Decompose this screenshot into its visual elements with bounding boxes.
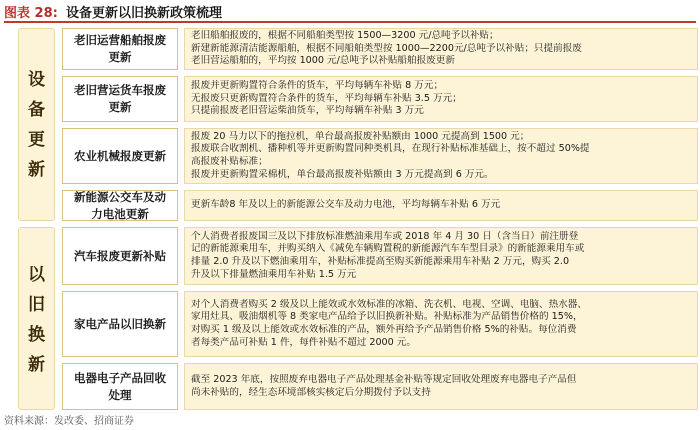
desc-line: 老旧船舶报废的，根据不同船舶类型按 1500—3200 元/总吨予以补贴；	[191, 30, 499, 42]
row-label-agri-machinery: 农业机械报废更新	[62, 128, 178, 184]
row-desc-ship	[184, 28, 698, 70]
group-trade-in	[18, 227, 55, 410]
desc-line: 排量 2.0 升及以下燃油乘用车，补贴标准提高至购买新能源乘用车补贴 2 万元，购买 2.0	[191, 256, 570, 267]
desc-line: 只提前报废老旧营运柴油货车，平均每辆车补贴 3 万元	[191, 105, 424, 117]
desc-line: 新建新能源清洁能源船舶，根据不同船舶类型按 1000—2200元/总吨予以补贴；只提前报废	[191, 42, 582, 54]
desc-line: 者每类产品可补贴 1 件，每件补贴不超过 2000 元。	[191, 336, 416, 348]
source-note: 资料来源：发改委、招商证券	[4, 416, 134, 427]
desc-line: 记的新能源乘用车，并购买纳入《减免车辆购置税的新能源汽车车型目录》的新能源乘用车或	[191, 243, 585, 255]
group-equipment-update	[18, 28, 55, 221]
desc-line: 截至 2023 年底，按照废弃电器电子产品处理基金补贴等规定回收处理废弃电器电子产品但	[191, 373, 577, 385]
row-desc-electronics	[184, 363, 698, 410]
row-desc-truck	[184, 76, 698, 122]
desc-line: 报废并更新购置符合条件的货车，平均每辆车补贴 8 万元；	[191, 80, 444, 92]
desc-line: 尚未补贴的，经生态环境部核实核定后分期拨付予以支持	[191, 386, 431, 398]
desc-line: 对个人消费者购买 2 级及以上能效或水效标准的冰箱、洗衣机、电视、空调、电脑、热水器、	[191, 298, 587, 310]
desc-line: 报废 20 马力以下的拖拉机，单台最高报废补贴额由 1000 元提高到 1500 元；	[191, 130, 530, 142]
desc-line: 升及以下排量燃油乘用车补贴 1.5 万元	[191, 268, 357, 280]
figure-title: 设备更新以旧换新政策梳理	[66, 6, 223, 21]
group-char: 以	[28, 265, 45, 285]
desc-line: 无报废只更新购置符合条件的货车，平均每辆车补贴 3.5 万元；	[191, 92, 462, 104]
desc-line: 更新车龄8 年及以上的新能源公交车及动力电池，平均每辆车补贴 6 万元	[191, 199, 501, 211]
group-char: 更	[28, 130, 45, 150]
row-label-electronics: 电器电子产品回收处理	[62, 363, 178, 410]
row-label-car-scrap: 汽车报废更新补贴	[62, 227, 178, 285]
group-char: 备	[28, 100, 45, 120]
row-desc-agri-machinery	[184, 128, 698, 184]
group-char: 换	[28, 325, 45, 345]
desc-line: 家用灶具、吸油烟机等 8 类家电产品给予以旧换新补贴。补贴标准为产品销售价格的 15%，	[191, 311, 583, 323]
row-desc-bus-battery	[184, 190, 698, 221]
row-desc-car-scrap	[184, 227, 698, 285]
desc-line: 报废并更新购置采棉机，单台最高报废补贴额由 3 万元提高到 6 万元。	[191, 168, 494, 180]
desc-line: 个人消费者报废国三及以下排放标准燃油乘用车或 2018 年 4 月 30 日（含当日）前注册登	[191, 230, 579, 242]
row-label-bus-battery: 新能源公交车及动力电池更新	[62, 190, 178, 221]
group-char: 设	[28, 70, 45, 90]
desc-line: 高报废补贴标准；	[191, 156, 268, 167]
figure-header	[0, 0, 700, 24]
group-char: 新	[28, 355, 45, 375]
row-label-ship: 老旧运营船舶报废更新	[62, 28, 178, 70]
desc-line: 报废联合收割机、播种机等并更新购置同种类机具，在现行补贴标准基础上，按不超过 50%提	[191, 143, 590, 155]
desc-line: 老旧营运船舶的，平均按 1000 元/总吨予以补贴船舶报废更新	[191, 55, 455, 67]
group-char: 旧	[28, 295, 45, 315]
group-char: 新	[28, 160, 45, 180]
row-label-truck: 老旧营运货车报废更新	[62, 76, 178, 122]
row-desc-appliance	[184, 291, 698, 357]
header-rule	[4, 21, 696, 23]
figure-label: 图表 28:	[4, 6, 58, 21]
desc-line: 对购买 1 级及以上能效或水效标准的产品，额外再给予产品销售价格 5%的补贴。每位消费	[191, 324, 577, 335]
row-label-appliance: 家电产品以旧换新	[62, 291, 178, 357]
